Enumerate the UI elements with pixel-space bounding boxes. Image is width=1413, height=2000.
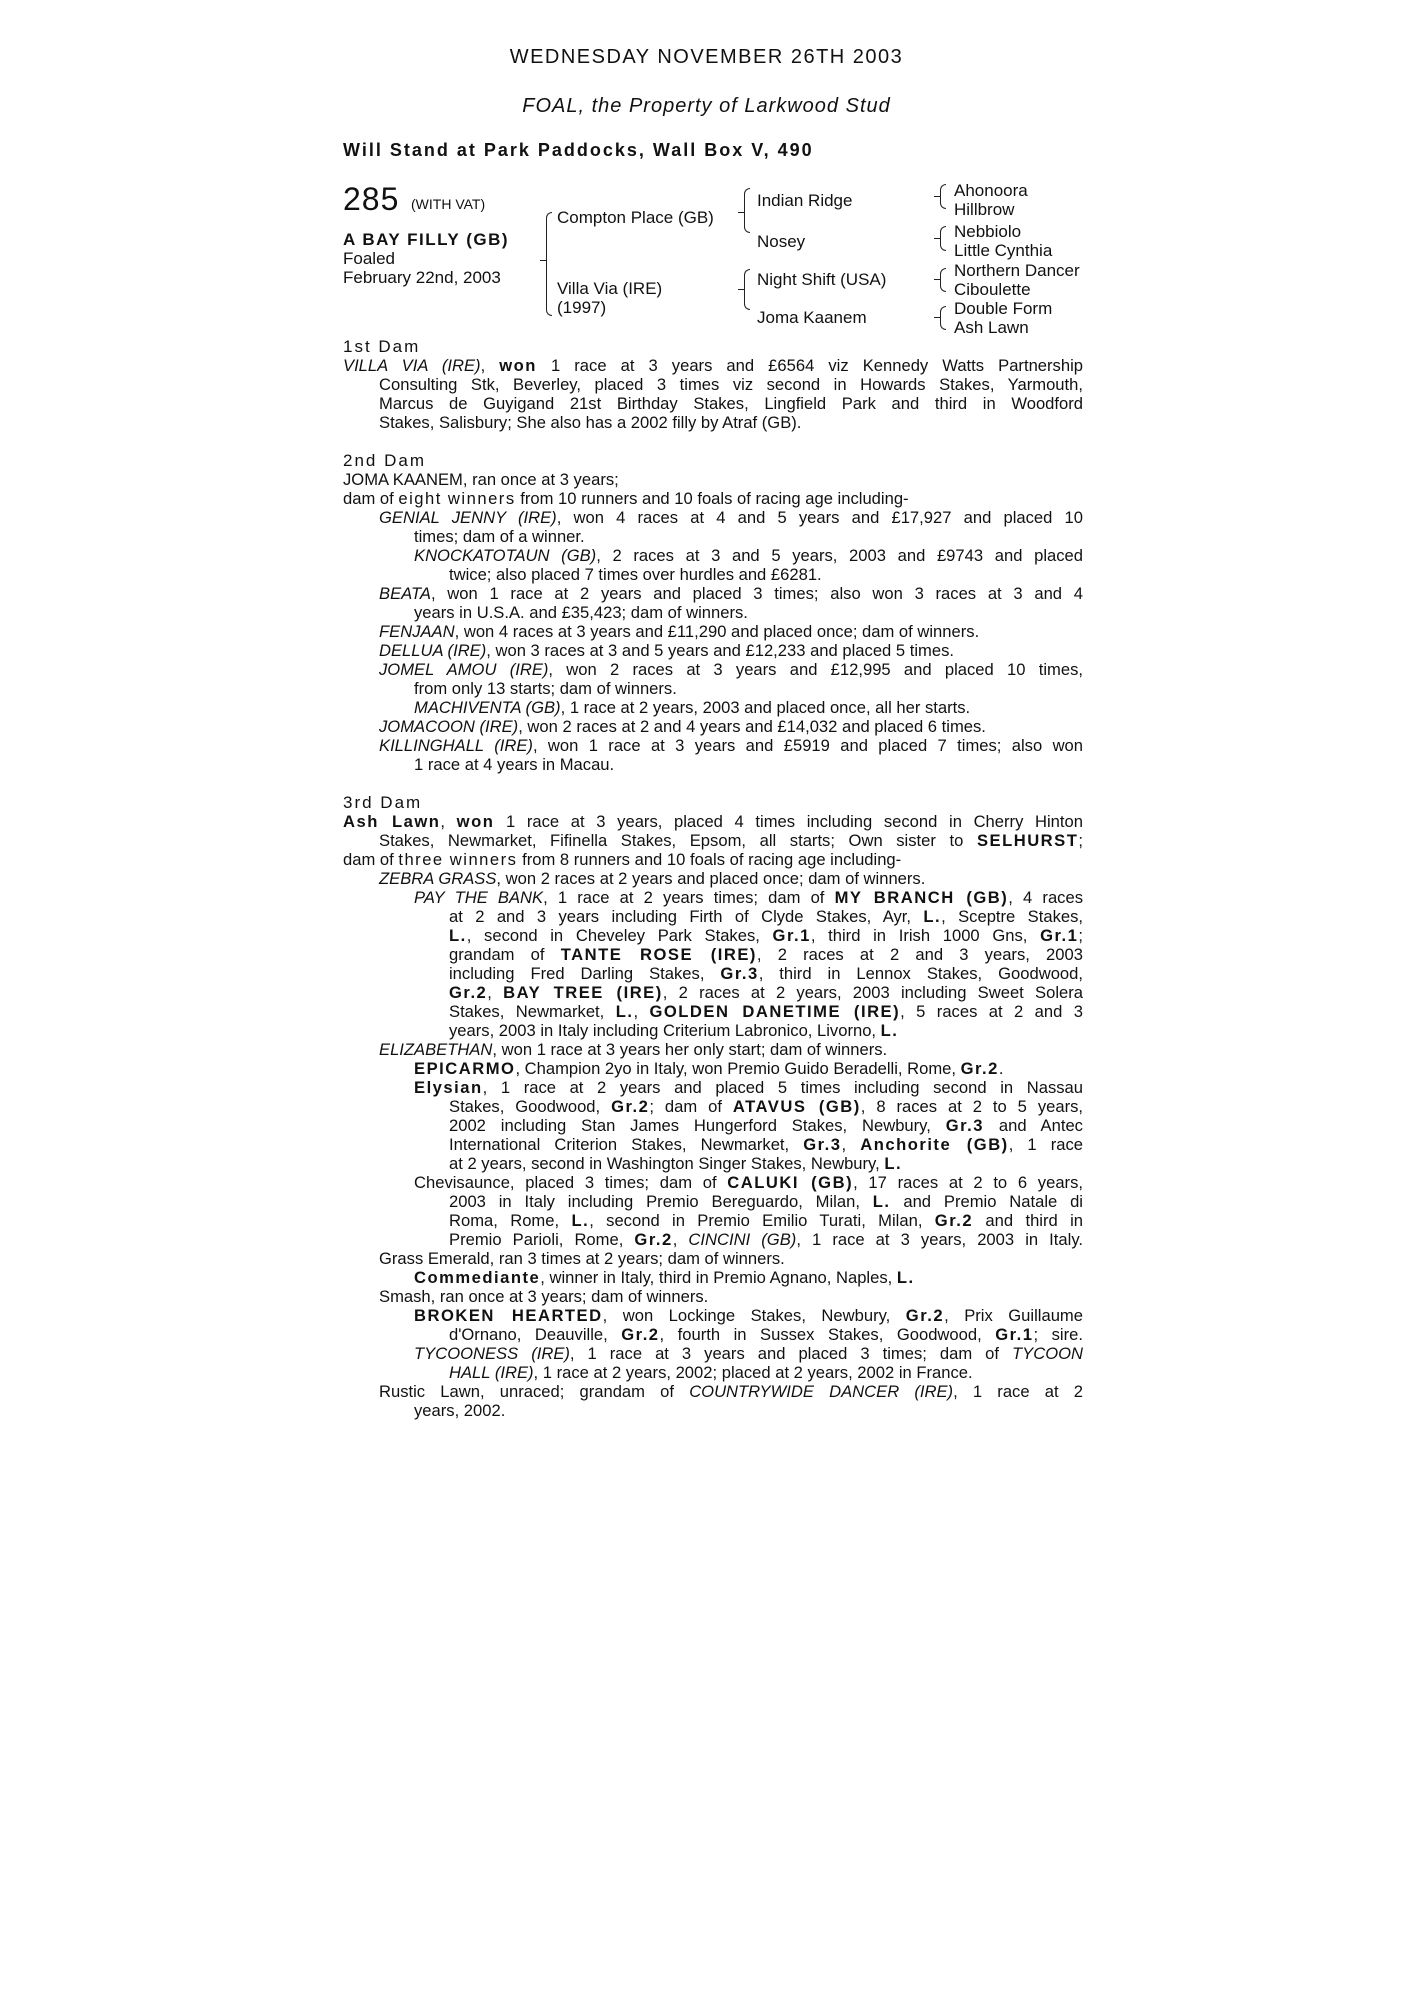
foaled-label: Foaled [343, 249, 395, 268]
third-dam-line: including Fred Darling Stakes, Gr.3, third in Lennox Stakes, Goodwood, [449, 964, 1084, 983]
sire-dam: Nosey [757, 232, 806, 251]
second-dam-heading: 2nd Dam [343, 451, 426, 470]
second-dam-line: dam of eight winners from 10 runners and 10 foals of racing age including- [343, 489, 909, 508]
foaled-date: February 22nd, 2003 [343, 268, 501, 287]
second-dam-line: JOMA KAANEM, ran once at 3 years; [343, 470, 619, 489]
third-dam-line: years, 2002. [414, 1401, 506, 1420]
lot-number: 285 [343, 181, 400, 217]
third-dam-line: Rustic Lawn, unraced; grandam of COUNTRYWIDE DANCER (IRE), 1 race at 2 [379, 1382, 1083, 1401]
second-dam-line: from only 13 starts; dam of winners. [414, 679, 677, 698]
gg-ssd: Hillbrow [954, 200, 1015, 219]
third-dam-line: Premio Parioli, Rome, Gr.2, CINCINI (GB), 1 race at 3 years, 2003 in Italy. [449, 1230, 1083, 1249]
third-dam-line: Stakes, Newmarket, L., GOLDEN DANETIME (IRE), 5 races at 2 and 3 [449, 1002, 1083, 1021]
second-dam-line: twice; also placed 7 times over hurdles and £6281. [449, 565, 822, 584]
third-dam-line: EPICARMO, Champion 2yo in Italy, won Premio Guido Beradelli, Rome, Gr.2. [414, 1059, 1004, 1078]
first-dam-line: Marcus de Guyigand 21st Birthday Stakes, Lingfield Park and third in Woodford [379, 394, 1083, 413]
gg-sds: Nebbiolo [954, 222, 1022, 241]
sale-date: WEDNESDAY NOVEMBER 26TH 2003 [509, 46, 904, 68]
second-dam-line: GENIAL JENNY (IRE), won 4 races at 4 and 5 years and £17,927 and placed 10 [379, 508, 1083, 527]
stand-location: Will Stand at Park Paddocks, Wall Box V, 490 [343, 140, 814, 160]
third-dam-line: L., second in Cheveley Park Stakes, Gr.1, third in Irish 1000 Gns, Gr.1; [449, 926, 1083, 945]
third-dam-line: ZEBRA GRASS, won 2 races at 2 years and placed once; dam of winners. [379, 869, 926, 888]
second-dam-line: MACHIVENTA (GB), 1 race at 2 years, 2003 and placed once, all her starts. [414, 698, 971, 717]
second-dam-line: KNOCKATOTAUN (GB), 2 races at 3 and 5 years, 2003 and £9743 and placed [414, 546, 1083, 565]
sire-sire: Indian Ridge [757, 191, 853, 210]
second-dam-line: years in U.S.A. and £35,423; dam of winners. [414, 603, 748, 622]
second-dam-line: KILLINGHALL (IRE), won 1 race at 3 years and £5919 and placed 7 times; also won [379, 736, 1084, 755]
third-dam-line: ELIZABETHAN, won 1 race at 3 years her only start; dam of winners. [379, 1040, 888, 1059]
third-dam-heading: 3rd Dam [343, 793, 423, 812]
dam-sire: Night Shift (USA) [757, 270, 887, 289]
second-dam-line: times; dam of a winner. [414, 527, 585, 546]
second-dam-line: JOMEL AMOU (IRE), won 2 races at 3 years and £12,995 and placed 10 times, [379, 660, 1083, 679]
first-dam-line: Consulting Stk, Beverley, placed 3 times viz second in Howards Stakes, Yarmouth, [379, 375, 1083, 394]
third-dam-line: Smash, ran once at 3 years; dam of winners. [379, 1287, 709, 1306]
third-dam-line: Elysian, 1 race at 2 years and placed 5 times including second in Nassau [414, 1078, 1083, 1097]
third-dam-line: HALL (IRE), 1 race at 2 years, 2002; placed at 2 years, 2002 in France. [449, 1363, 973, 1382]
third-dam-line: Chevisaunce, placed 3 times; dam of CALUKI (GB), 17 races at 2 to 6 years, [414, 1173, 1083, 1192]
third-dam-line: 2003 in Italy including Premio Bereguardo, Milan, L. and Premio Natale di [449, 1192, 1083, 1211]
first-dam-heading: 1st Dam [343, 337, 421, 356]
third-dam-line: dam of three winners from 8 runners and 10 foals of racing age including- [343, 850, 902, 869]
third-dam-line: Roma, Rome, L., second in Premio Emilio Turati, Milan, Gr.2 and third in [449, 1211, 1084, 1230]
produce-record [343, 337, 1083, 1420]
sire: Compton Place (GB) [557, 208, 714, 227]
gg-sss: Ahonoora [954, 181, 1028, 200]
property-line: FOAL, the Property of Larkwood Stud [522, 95, 891, 117]
third-dam-line: Stakes, Goodwood, Gr.2; dam of ATAVUS (GB), 8 races at 2 to 5 years, [449, 1097, 1084, 1116]
third-dam-line: TYCOONESS (IRE), 1 race at 3 years and placed 3 times; dam of TYCOON [414, 1344, 1083, 1363]
third-dam-line: PAY THE BANK, 1 race at 2 years times; dam of MY BRANCH (GB), 4 races [414, 888, 1084, 907]
first-dam-line: Stakes, Salisbury; She also has a 2002 filly by Atraf (GB). [379, 413, 802, 432]
third-dam-line: Ash Lawn, won 1 race at 3 years, placed 4 times including second in Cherry Hinton [343, 812, 1083, 831]
second-dam-line: 1 race at 4 years in Macau. [414, 755, 615, 774]
dam-year: (1997) [557, 298, 607, 317]
second-dam-line: BEATA, won 1 race at 2 years and placed 3 times; also won 3 races at 3 and 4 [379, 584, 1083, 603]
third-dam-line: at 2 and 3 years including Firth of Clyde Stakes, Ayr, L., Sceptre Stakes, [449, 907, 1083, 926]
third-dam-line: BROKEN HEARTED, won Lockinge Stakes, Newbury, Gr.2, Prix Guillaume [414, 1306, 1083, 1325]
second-dam-line: DELLUA (IRE), won 3 races at 3 and 5 years and £12,233 and placed 5 times. [379, 641, 954, 660]
first-dam-line: VILLA VIA (IRE), won 1 race at 3 years and £6564 viz Kennedy Watts Partnership [343, 356, 1083, 375]
third-dam-line: d'Ornano, Deauville, Gr.2, fourth in Sussex Stakes, Goodwood, Gr.1; sire. [449, 1325, 1083, 1344]
dam: Villa Via (IRE) [557, 279, 663, 298]
lot-description: A BAY FILLY (GB) [343, 230, 510, 249]
gg-sdd: Little Cynthia [954, 241, 1053, 260]
second-dam-line: FENJAAN, won 4 races at 3 years and £11,290 and placed once; dam of winners. [379, 622, 980, 641]
gg-dds: Double Form [954, 299, 1053, 318]
vat-note: (WITH VAT) [411, 196, 486, 212]
third-dam-line: International Criterion Stakes, Newmarket, Gr.3, Anchorite (GB), 1 race [449, 1135, 1083, 1154]
third-dam-line: Gr.2, BAY TREE (IRE), 2 races at 2 years, 2003 including Sweet Solera [449, 983, 1083, 1002]
gg-dss: Northern Dancer [954, 261, 1080, 280]
gg-dsd: Ciboulette [954, 280, 1031, 299]
dam-dam: Joma Kaanem [757, 308, 867, 327]
third-dam-line: at 2 years, second in Washington Singer Stakes, Newbury, L. [449, 1154, 903, 1173]
third-dam-line: 2002 including Stan James Hungerford Stakes, Newbury, Gr.3 and Antec [449, 1116, 1083, 1135]
third-dam-line: Grass Emerald, ran 3 times at 2 years; dam of winners. [379, 1249, 785, 1268]
third-dam-line: years, 2003 in Italy including Criterium Labronico, Livorno, L. [449, 1021, 899, 1040]
third-dam-line: Stakes, Newmarket, Fifinella Stakes, Epsom, all starts; Own sister to SELHURST; [379, 831, 1083, 850]
gg-ddd: Ash Lawn [954, 318, 1029, 337]
third-dam-line: grandam of TANTE ROSE (IRE), 2 races at 2 and 3 years, 2003 [449, 945, 1083, 964]
second-dam-line: JOMACOON (IRE), won 2 races at 2 and 4 years and £14,032 and placed 6 times. [379, 717, 986, 736]
third-dam-line: Commediante, winner in Italy, third in Premio Agnano, Naples, L. [414, 1268, 915, 1287]
